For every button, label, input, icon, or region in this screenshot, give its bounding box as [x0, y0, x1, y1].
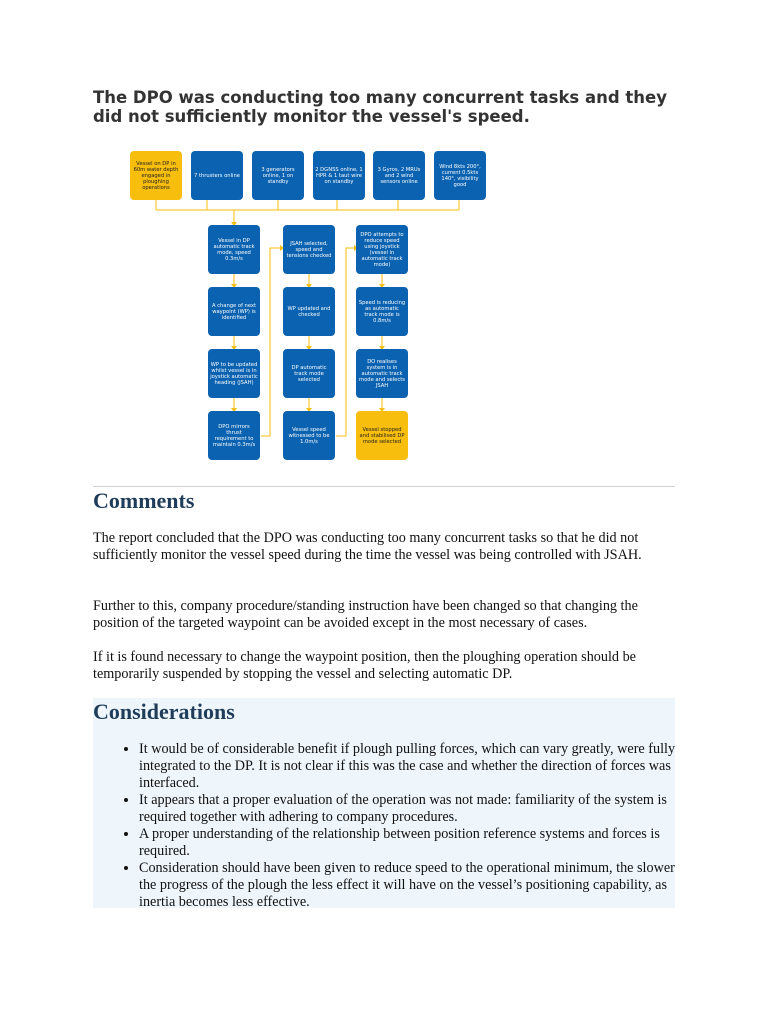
list-item: • A proper understanding of the relationship between position reference systems and forces is required.: [139, 826, 684, 860]
considerations-title: Considerations: [93, 699, 235, 724]
comments-paragraph-1: The report concluded that the DPO was conducting too many concurrent tasks so that he did not sufficiently monitor the vessel speed during the time the vessel was being controlled with JSAH.: [93, 530, 642, 563]
list-item: • Consideration should have been given to reduce speed to the operational minimum, the slower the progress of the plough the less effect it will have on the vessel’s positioning capability, as inertia becomes less effective.: [139, 860, 684, 911]
flow-box-top-4: 2 DGNSS online, 1 HPR & 1 taut wire on standby: [313, 151, 365, 200]
flow-box-col3-1: DPO attempts to reduce speed using joystick (vessel in automatic track mode): [356, 225, 408, 274]
flow-box-col2-1: JSAH selected, speed and tensions checked: [283, 225, 335, 274]
flow-box-col1-4: DPO mirrors thrust requirement to maintain 0.3m/s: [208, 411, 260, 460]
list-item: • It appears that a proper evaluation of the operation was not made: familiarity of the system is required together with adhering to company procedures.: [139, 792, 684, 826]
flow-box-top-2: 7 thrusters online: [191, 151, 243, 200]
considerations-list: [116, 741, 684, 911]
flow-box-col2-2: WP updated and checked: [283, 287, 335, 336]
comments-paragraph-3: If it is found necessary to change the waypoint position, then the ploughing operation should be temporarily suspended by stopping the vessel and selecting automatic DP.: [93, 649, 636, 682]
flow-box-top-6: Wind 8kts 200°, current 0.5kts 140°, visibility good: [434, 151, 486, 200]
comments-paragraph-2: Further to this, company procedure/standing instruction have been changed so that changing the position of the targeted waypoint can be avoided except in the most necessary of cases.: [93, 598, 638, 631]
flow-box-col1-1: Vessel in DP automatic track mode, speed 0.3m/s: [208, 225, 260, 274]
flow-box-col3-2: Speed is reducing as automatic track mode is 0.8m/s: [356, 287, 408, 336]
flow-box-col3-3: DO realises system is in automatic track mode and selects JSAH: [356, 349, 408, 398]
page-heading: The DPO was conducting too many concurrent tasks and they did not sufficiently monitor the vessel's speed.: [93, 88, 667, 126]
flow-box-col1-3: WP to be updated whilst vessel is in joystick automatic heading (JSAH): [208, 349, 260, 398]
flow-box-col3-4: Vessel stopped and stabilised DP mode selected: [356, 411, 408, 460]
flow-box-top-5: 3 Gyros, 2 MRUs and 2 wind sensors online: [373, 151, 425, 200]
list-item: • It would be of considerable benefit if plough pulling forces, which can vary greatly, were fully integrated to the DP. It is not clear if this was the case and whether the direction of forces was interfaced.: [139, 741, 684, 792]
section-divider: [93, 486, 675, 487]
incident-flowchart: [128, 148, 488, 464]
flow-box-col2-3: DP automatic track mode selected: [283, 349, 335, 398]
flow-box-top-3: 3 generators online, 1 on standby: [252, 151, 304, 200]
comments-title: Comments: [93, 488, 195, 513]
flow-box-col1-2: A change of next waypoint (WP) is identified: [208, 287, 260, 336]
flow-box-top-1: Vessel on DP in 60m water depth engaged in ploughing operations: [130, 151, 182, 200]
flow-box-col2-4: Vessel speed witnessed to be 1.0m/s: [283, 411, 335, 460]
